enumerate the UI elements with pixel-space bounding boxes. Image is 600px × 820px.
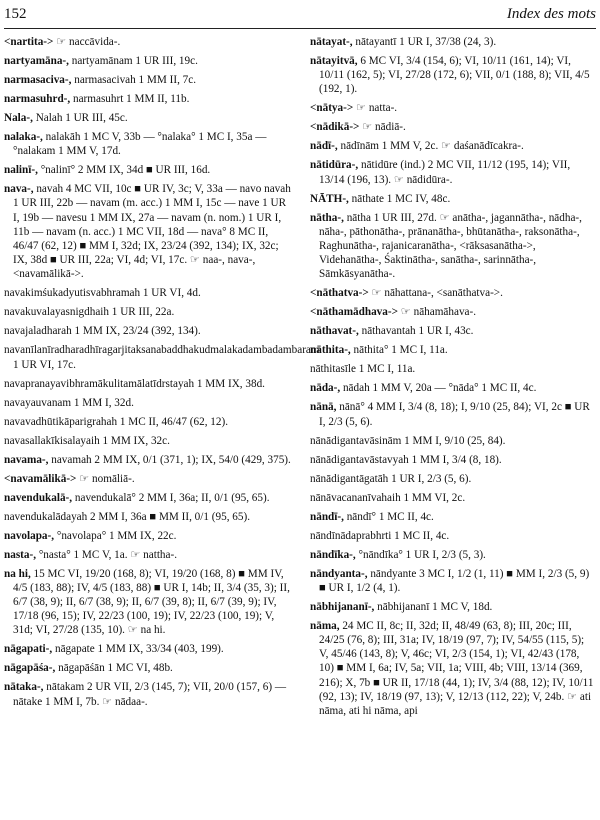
entry-headword: <nādikā-> [310,121,360,134]
entry-references: nāthate 1 MC IV, 48c. [348,192,451,205]
entry-headword: narmasuhrd-, [4,93,71,105]
index-entry [310,305,596,319]
index-entry [4,163,292,177]
index-entry [4,491,292,505]
entry-headword: nānā, [310,401,337,414]
entry-headword: nādī-, [310,140,338,153]
entry-headword: navolapa-, [4,529,55,542]
index-entry [310,54,596,97]
page-header [4,4,596,29]
entry-references: 6 MC VI, 3/4 (154, 6); VI, 10/11 (161, 14); VI, 10/11 (162, 5); VI, 27/28 (172, 6); VII, 0/1 (188, 8); VII, 4/5 (192, 1). [319,55,590,96]
entry-headword: <nāthamādhava-> [310,306,398,319]
entry-headword: nāndyanta-, [310,567,368,580]
index-entry [310,510,596,524]
entry-headword: <nāthatva-> [310,287,369,300]
entry-references: navamah 2 MM IX, 0/1 (371, 1); IX, 54/0 (429, 375). [48,453,291,466]
index-entry [310,453,596,467]
index-entry [4,286,292,300]
entry-references: nalakāh 1 MC V, 33b — °nalaka° 1 MC I, 35a — °nalakam 1 MM V, 17d. [13,131,267,158]
entry-headword: nātayat-, [310,36,353,48]
index-entry [310,472,596,486]
entry-references: Nalah 1 UR III, 45c. [32,112,128,124]
entry-references: navendukalā° 2 MM I, 36a; II, 0/1 (95, 65). [72,491,270,504]
index-entry [310,192,596,206]
entry-references: nāgapate 1 MM IX, 33/34 (403, 199). [52,643,224,656]
index-entry [4,92,292,106]
page-number: 152 [4,6,27,22]
entry-headword: navendukalā-, [4,491,73,504]
index-columns [4,35,596,723]
entry-headword: <nartita-> [4,36,54,48]
entry-headword: narmasaciva-, [4,74,72,86]
index-entry [4,182,292,281]
entry-headword: nātha-, [310,211,344,224]
entry-headword: nāda-, [310,382,341,395]
index-entry [4,472,292,486]
index-entry [310,600,596,614]
entry-references: ☞ nomāliā-. [76,472,135,485]
index-entry [4,305,292,319]
entry-headword: nāgapāśa-, [4,662,56,675]
index-entry [310,158,596,186]
index-entry [310,362,596,376]
index-entry [310,548,596,562]
entry-references: navanīlanīradharadhīragarjitaksanabaddhakudmalakadambadambaram 1 UR VI, 17c. [4,344,320,371]
index-entry [4,73,292,87]
entry-references: nāndyante 3 MC I, 1/2 (1, 11) ■ MM I, 2/3 (5, 9) ■ UR I, 1/2 (4, 1). [319,567,590,594]
index-entry [4,130,292,158]
entry-headword: NĀTH-, [310,192,349,205]
entry-references: navayauvanam 1 MM I, 32d. [4,396,134,409]
entry-headword: nāgapati-, [4,643,53,656]
entry-references: nāthita° 1 MC I, 11a. [350,344,448,357]
right-column [300,35,596,723]
index-entry [4,343,320,371]
entry-headword: nātayitvā, [310,55,358,67]
entry-references: nānādigantavāsinām 1 MM I, 9/10 (25, 84). [310,434,506,447]
index-entry [4,415,292,429]
index-entry [4,324,292,338]
index-entry [310,286,596,300]
entry-headword: nāndī-, [310,510,344,523]
entry-headword: na hi, [4,567,31,580]
index-entry [4,680,292,708]
index-entry [4,567,292,638]
index-entry [4,35,292,49]
entry-headword: nāthita-, [310,344,351,357]
entry-references: °nalinī° 2 MM IX, 34d ■ UR III, 16d. [37,164,211,177]
entry-headword: nātidūra-, [310,159,359,172]
entry-references: °nasta° 1 MC V, 1a. ☞ nattha-. [36,548,178,561]
entry-references: navakimśukadyutisvabhramah 1 UR VI, 4d. [4,287,201,300]
index-entry [310,619,596,718]
index-entry [310,324,596,338]
index-entry [310,529,596,543]
entry-references: navasallakīkisalayaih 1 MM IX, 32c. [4,434,170,447]
entry-headword: nalaka-, [4,131,43,143]
entry-headword: nalinī-, [4,164,38,177]
entry-references: nādīnām 1 MM V, 2c. ☞ daśanādīcakra-. [337,140,524,153]
entry-references: nartyamānam 1 UR III, 19c. [68,55,198,67]
entry-references: navendukalādayah 2 MM I, 36a ■ MM II, 0/1 (95, 65). [4,510,250,523]
entry-references: nātidūre (ind.) 2 MC VII, 11/12 (195, 14); VII, 13/14 (196, 13). ☞ nādidūra-. [319,159,571,186]
entry-references: ☞ naccāvida-. [53,36,121,48]
entry-references: nānādigantāgatāh 1 UR I, 2/3 (5, 6). [310,472,472,485]
index-entry [310,139,596,153]
entry-references: nāndī° 1 MC II, 4c. [343,510,434,523]
index-entry [4,377,292,391]
index-entry [310,211,596,282]
entry-references: nāgapāśān 1 MC VI, 48b. [55,662,173,675]
index-entry [4,661,292,675]
entry-references: nātayantī 1 UR I, 37/38 (24, 3). [352,36,497,48]
index-entry [4,642,292,656]
entry-references: navah 4 MC VII, 10c ■ UR IV, 3c; V, 33a — navo navah 1 UR III, 22b — navam (m. acc.) 1 MM I, 15c — nave 1 UR I, 19b — navesu 1 MM IX, 27a — navam (n. nom.) 1 UR I, 11b — navam (n. acc.) 1 MC VII, 18d — nava° 8 MC II, 46/47 (62, 12) ■ MM I, 32d; IX, 23/24 (392, 134); IX, 32c; IX, 38d ■ UR III, 22a; VI, 4d; VI, 17c. ☞ naa-, nava-, <navamālikā->. [13,183,291,281]
index-entry [310,567,596,595]
index-entry [4,529,292,543]
left-column [4,35,320,723]
entry-references: navapranayavibhramākulitamālatīdrstayah 1 MM IX, 38d. [4,377,265,390]
entry-references: nāthavantah 1 UR I, 43c. [358,325,474,338]
index-entry [4,111,292,125]
index-entry [310,400,596,428]
index-entry [4,396,292,410]
entry-references: °nāndīka° 1 UR I, 2/3 (5, 3). [355,548,486,561]
entry-references: 24 MC II, 8c; II, 32d; II, 48/49 (63, 8); III, 20c; III, 24/25 (76, 8); III, 31a; IV, 18/19 (97, 7); IV, 54/55 (115, 5); V, 45/46 (143, 8); V, 46c; VI, 2/3 (154, 1); VI, 42/43 (178, 10) ■ MM I, 6a; IV, 5a; VII, 1a; VIII, 4b; VIII, 13/14 (369, 216); X, 7b ■ UR II, 17/18 (44, 1); IV, 3/4 (88, 12); IV, 10/11 (92, 13); IV, 18/19 (97, 13); V, 12/13 (112, 22); V, 24b. ☞ ati nāma, ati hi nāma, api [319,619,594,718]
index-entry [310,343,596,357]
index-entry [4,453,292,467]
entry-references: ☞ natta-. [353,102,398,115]
entry-headword: nābhijananī-, [310,600,375,613]
index-entry [310,101,596,115]
index-entry [310,491,596,505]
entry-references: navajaladharah 1 MM IX, 23/24 (392, 134). [4,325,201,338]
entry-references: nāthitasīle 1 MC I, 11a. [310,363,416,376]
index-entry [4,510,292,524]
index-entry [310,120,596,134]
index-entry [310,381,596,395]
entry-references: nādah 1 MM V, 20a — °nāda° 1 MC II, 4c. [340,382,537,395]
entry-references: nātakam 2 UR VII, 2/3 (145, 7); VII, 20/0 (157, 6) — nātake 1 MM I, 7b. ☞ nādaa-. [13,681,287,708]
entry-references: nānādigantavāstavyah 1 MM I, 3/4 (8, 18). [310,453,502,466]
entry-references: nāndīnādaprabhrti 1 MC II, 4c. [310,529,450,542]
index-entry [4,54,292,68]
index-entry [310,35,596,49]
entry-headword: nāma, [310,619,340,632]
entry-references: ☞ nāhattana-, <sanāthatva->. [368,287,503,300]
entry-headword: nasta-, [4,548,37,561]
entry-headword: nātaka-, [4,681,44,694]
entry-headword: Nala-, [4,112,33,124]
entry-references: ☞ nādiā-. [359,121,406,134]
entry-references: nātha 1 UR III, 27d. ☞ anātha-, jagannātha-, nādha-, nāha-, pāthonātha-, prānanātha-, bhūtanātha-, raksonātha-, Raghunātha-, rajanicaranātha-, <rāksasanātha->, Videhanātha-, Śaktinātha-, sanātha-, sarinnātha-, Sāmkāsyanātha-. [319,211,582,281]
entry-references: navakuvalayasnigdhaih 1 UR III, 22a. [4,306,175,319]
entry-headword: nartyamāna-, [4,55,69,67]
entry-headword: <navamālikā-> [4,472,77,485]
entry-headword: nāthavat-, [310,325,359,338]
running-head: Index des mots [506,6,596,22]
entry-references: narmasuhrt 1 MM II, 11b. [70,93,190,105]
entry-headword: <nātya-> [310,102,354,115]
entry-references: °navolapa° 1 MM IX, 22c. [54,529,177,542]
entry-references: 15 MC VI, 19/20 (168, 8); VI, 19/20 (168, 8) ■ MM IV, 4/5 (183, 88); IV, 4/5 (183, 88) ■ UR I, 14b; II, 3/4 (35, 3); II, 6/7 (38, 9); II, 6/7 (38, 9); II, 6/7 (39, 8); II, 6/7 (39, 9); IV, 17/18 (96, 15); IV, 22/23 (100, 19); IV, 22/23 (100, 19); V, 31d; VI, 27/28 (135, 10). ☞ na hi. [13,567,290,637]
entry-references: navavadhūtikāparigrahah 1 MC II, 46/47 (62, 12). [4,415,229,428]
entry-headword: nava-, [4,183,34,196]
entry-references: nānāvacananīvahaih 1 MM VI, 2c. [310,491,466,504]
entry-references: narmasacivah 1 MM II, 7c. [71,74,197,86]
entry-references: nānā° 4 MM I, 3/4 (8, 18); I, 9/10 (25, 84); VI, 2c ■ UR I, 2/3 (5, 6). [319,401,590,428]
entry-references: ☞ nāhamāhava-. [397,306,477,319]
entry-headword: nāndīka-, [310,548,356,561]
index-entry [4,548,292,562]
entry-references: nābhijananī 1 MC V, 18d. [374,600,493,613]
index-entry [4,434,292,448]
index-entry [310,434,596,448]
entry-headword: navama-, [4,453,49,466]
